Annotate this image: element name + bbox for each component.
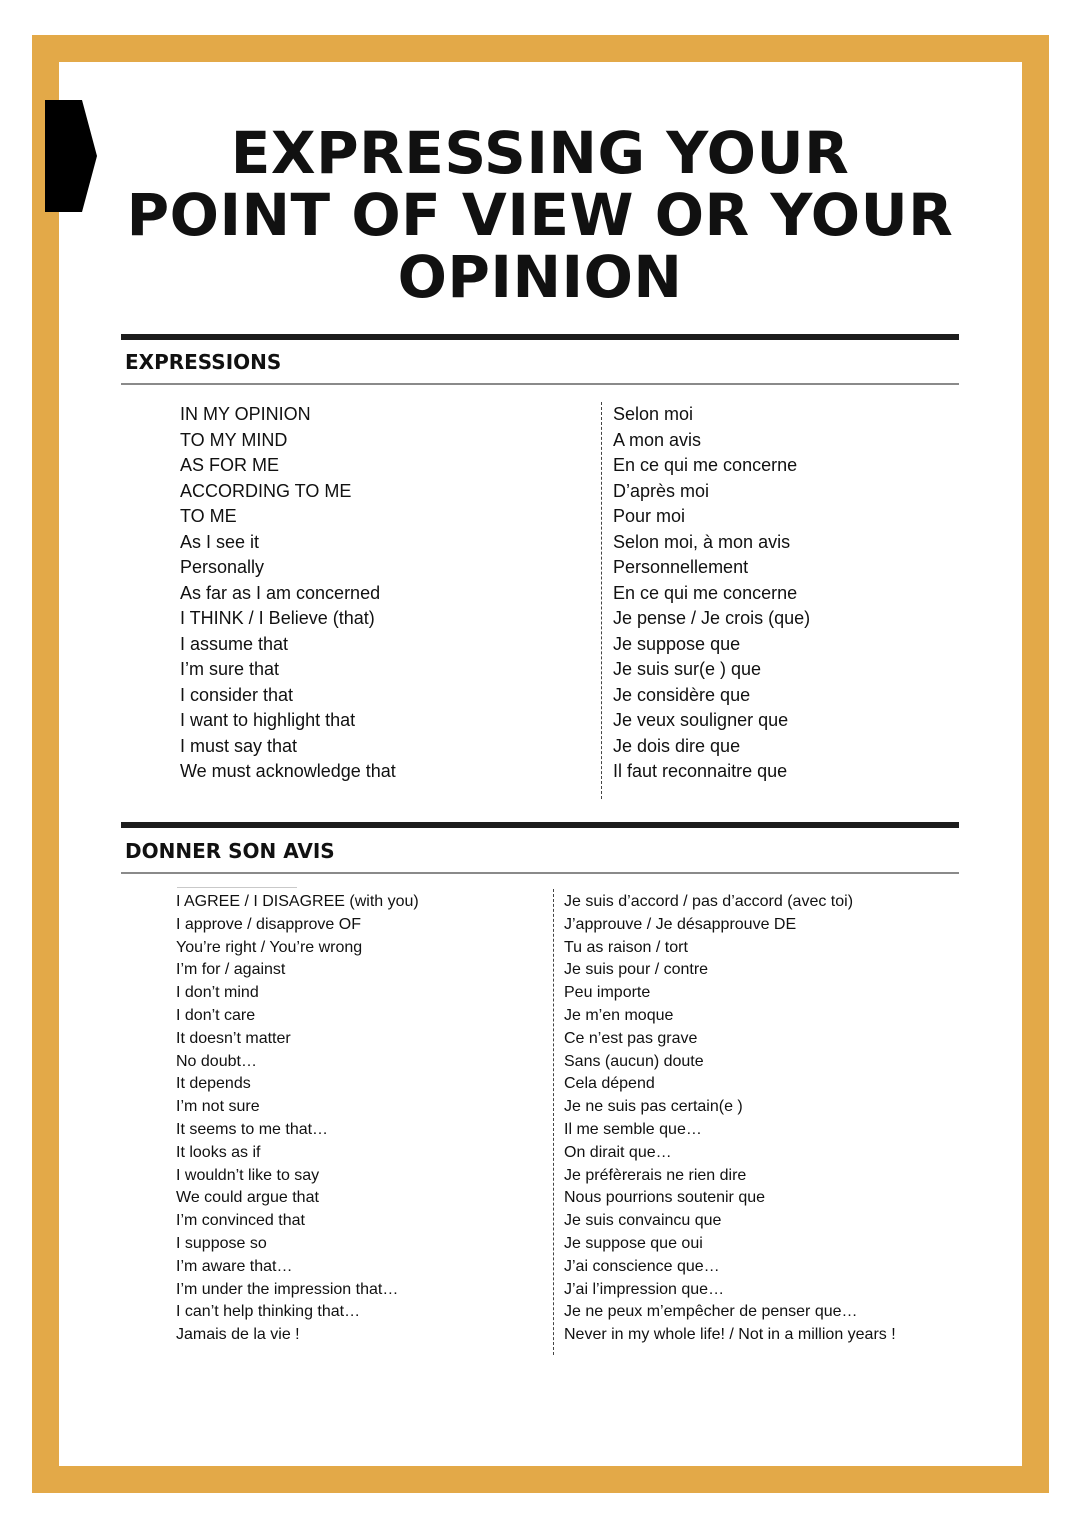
- avis-english: You’re right / You’re wrong: [176, 938, 363, 956]
- donner-english-list: [176, 891, 419, 1347]
- page-title: [100, 119, 980, 311]
- avis-french: Sans (aucun) doute: [564, 1052, 704, 1070]
- expression-french: Personnellement: [613, 557, 749, 577]
- section-heading-expressions: EXPRESSIONS: [125, 350, 282, 374]
- avis-french: Je suis convaincu que: [564, 1212, 722, 1230]
- avis-french: J’ai conscience que…: [564, 1257, 720, 1275]
- avis-english: I’m aware that…: [176, 1257, 293, 1275]
- avis-english: I’m convinced that: [176, 1212, 305, 1230]
- avis-english: I AGREE / I DISAGREE (with you): [176, 893, 419, 910]
- avis-english: I don’t care: [176, 1006, 256, 1024]
- avis-french: Tu as raison / tort: [564, 938, 688, 956]
- expression-english: As I see it: [180, 531, 260, 552]
- title-line: POINT OF VIEW OR YOUR: [126, 181, 954, 249]
- short-underline: [177, 887, 297, 888]
- avis-english: It depends: [176, 1075, 251, 1093]
- avis-french: Never in my whole life! / Not in a million years !: [564, 1326, 896, 1344]
- avis-french: Je ne suis pas certain(e ): [564, 1098, 743, 1116]
- expressions-french-list: [613, 402, 810, 785]
- avis-french: Nous pourrions soutenir que: [564, 1189, 766, 1207]
- avis-english: I’m under the impression that…: [176, 1280, 399, 1298]
- title-line: EXPRESSING YOUR: [230, 119, 850, 187]
- avis-english: It doesn’t matter: [176, 1029, 291, 1047]
- expression-french: En ce qui me concerne: [613, 455, 798, 475]
- column-separator: [553, 889, 554, 1355]
- column-separator: [601, 402, 602, 799]
- avis-french: Je suppose que oui: [564, 1234, 703, 1252]
- avis-french: Cela dépend: [564, 1075, 655, 1093]
- section-heading-donner-son-avis: DONNER SON AVIS: [125, 839, 335, 863]
- title-line: OPINION: [397, 243, 683, 311]
- avis-english: It seems to me that…: [176, 1120, 329, 1138]
- expression-french: Je suis sur(e ) que: [613, 659, 762, 679]
- avis-french: Je ne peux m’empêcher de penser que…: [564, 1303, 858, 1321]
- avis-english: I don’t mind: [176, 984, 259, 1002]
- expressions-english-list: [180, 402, 396, 785]
- avis-french: J’ai l’impression que…: [564, 1280, 725, 1298]
- expression-english: TO MY MIND: [180, 429, 288, 450]
- expression-french: Il faut reconnaitre que: [613, 761, 788, 781]
- expression-french: Je pense / Je crois (que): [613, 608, 811, 628]
- section-divider-thick: [121, 822, 959, 828]
- avis-french: Je suis pour / contre: [564, 961, 709, 979]
- section-divider-thin: [121, 872, 959, 874]
- expression-english: TO ME: [180, 506, 237, 526]
- expression-french: En ce qui me concerne: [613, 582, 798, 603]
- avis-english: No doubt…: [176, 1052, 257, 1070]
- section-divider-thick: [121, 334, 959, 340]
- expression-english: I must say that: [180, 735, 298, 756]
- expression-english: We must acknowledge that: [180, 761, 396, 781]
- avis-french: On dirait que…: [564, 1143, 672, 1161]
- avis-french: Ce n’est pas grave: [564, 1029, 698, 1047]
- avis-english: I suppose so: [176, 1234, 267, 1252]
- avis-french: Il me semble que…: [564, 1120, 702, 1138]
- avis-english: Jamais de la vie !: [176, 1326, 300, 1344]
- tab-marker-icon: [45, 100, 97, 212]
- avis-french: Peu importe: [564, 984, 651, 1002]
- expression-english: I want to highlight that: [180, 710, 356, 730]
- expression-french: Je veux souligner que: [613, 710, 789, 730]
- avis-french: J’approuve / Je désapprouve DE: [564, 915, 797, 933]
- expression-english: As far as I am concerned: [180, 582, 381, 603]
- expression-french: A mon avis: [613, 429, 702, 450]
- expression-english: I THINK / I Believe (that): [180, 608, 375, 628]
- expression-english: I’m sure that: [180, 659, 280, 679]
- avis-english: It looks as if: [176, 1143, 261, 1161]
- avis-french: Je suis d’accord / pas d’accord (avec toi): [564, 893, 854, 910]
- expression-french: Selon moi, à mon avis: [613, 531, 791, 552]
- expression-french: D’après moi: [613, 480, 710, 501]
- avis-english: I wouldn’t like to say: [176, 1166, 320, 1184]
- expression-french: Je suppose que: [613, 633, 741, 654]
- avis-french: Je préfèrerais ne rien dire: [564, 1166, 747, 1184]
- avis-french: Je m’en moque: [564, 1006, 674, 1024]
- avis-english: We could argue that: [176, 1189, 319, 1207]
- expression-english: I assume that: [180, 633, 289, 654]
- avis-english: I approve / disapprove OF: [176, 915, 361, 933]
- expression-english: I consider that: [180, 684, 294, 705]
- expression-french: Je considère que: [613, 684, 751, 705]
- avis-english: I can’t help thinking that…: [176, 1303, 361, 1321]
- donner-french-list: [564, 891, 896, 1347]
- expression-english: Personally: [180, 557, 265, 577]
- avis-english: I’m for / against: [176, 961, 286, 979]
- section-divider-thin: [121, 383, 959, 385]
- expression-french: Selon moi: [613, 404, 694, 424]
- expression-english: IN MY OPINION: [180, 404, 311, 424]
- avis-english: I’m not sure: [176, 1098, 260, 1116]
- expression-french: Je dois dire que: [613, 735, 741, 756]
- expression-french: Pour moi: [613, 506, 686, 526]
- expression-english: ACCORDING TO ME: [180, 480, 352, 501]
- expression-english: AS FOR ME: [180, 455, 280, 475]
